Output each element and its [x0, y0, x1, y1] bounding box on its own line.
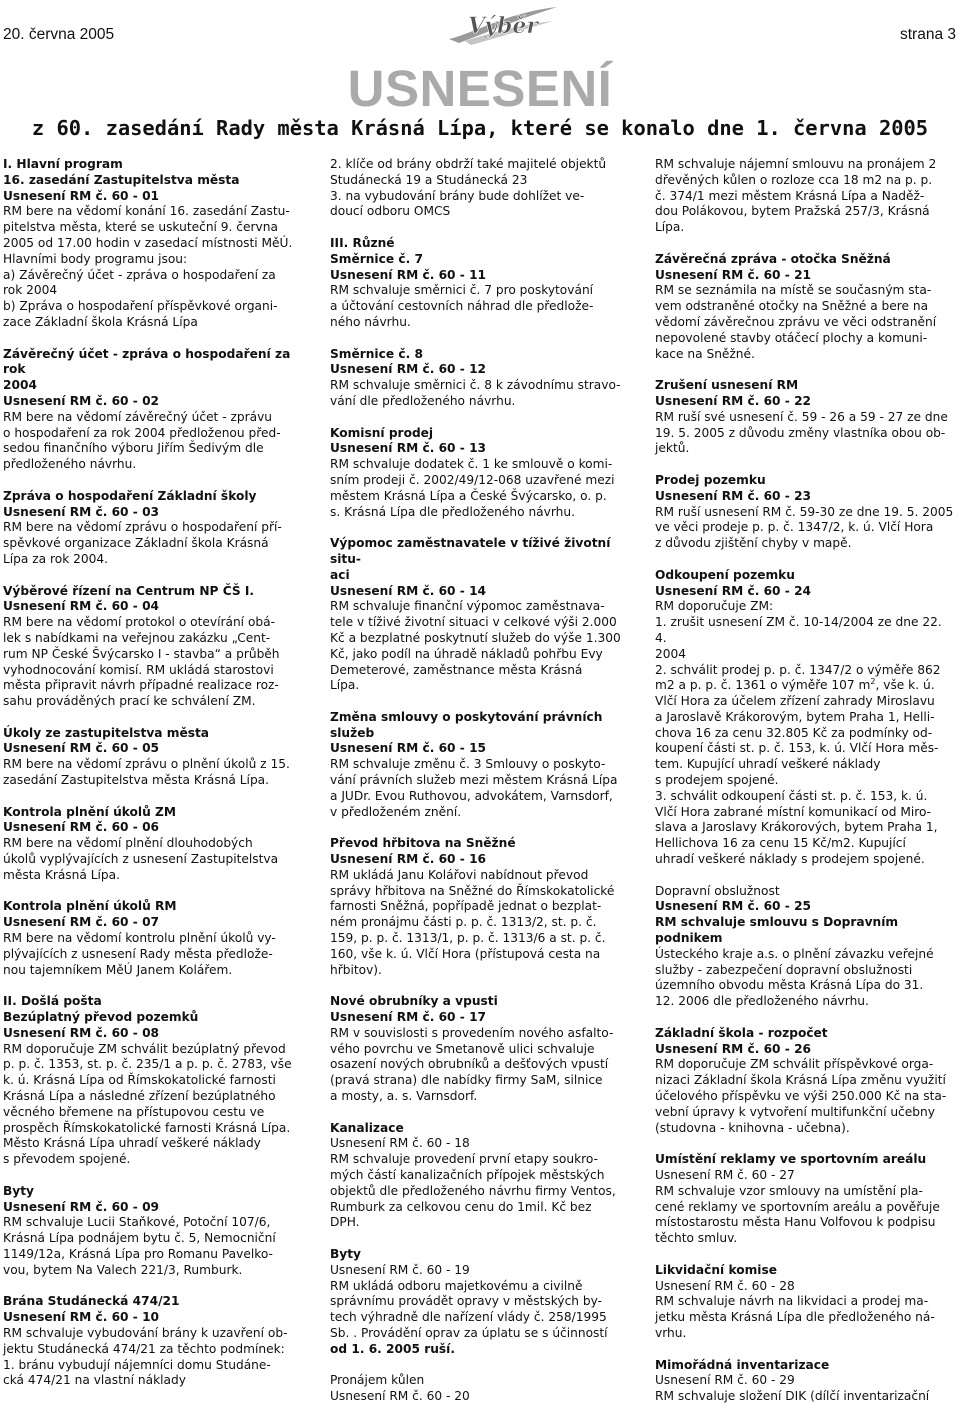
text-line: RM ukládá odboru majetkovému a civilně [330, 1278, 583, 1293]
text-line: m2 a p. p. č. 1361 o výměře 107 $m^2$, vše k. ú. [655, 677, 935, 693]
paragraph-gap [3, 1279, 304, 1295]
section-heading-line: III. Různé [330, 235, 395, 250]
text-line: a JUDr. Evou Ruthovou, advokátem, Varnsdorf, [330, 788, 613, 803]
section-heading-line: II. Došlá pošta [3, 994, 102, 1009]
text-line: RM ukládá Janu Kolářovi nabídnout převod [330, 867, 589, 882]
section-heading-line: Komisní prodej [330, 425, 434, 440]
section-heading-line: Usnesení RM č. 60 - 02 [3, 393, 160, 408]
section-heading-line: Kanalizace [330, 1120, 404, 1135]
text-line: tem. Kupující uhradí veškeré náklady [655, 757, 881, 772]
text-line: jektů. [655, 441, 690, 456]
text-line: plývajících z usnesení Rady města předlože- [3, 946, 273, 961]
text-line: objektů dle předloženého návrhu firmy Ventos, [330, 1183, 616, 1198]
text-line: RM bere na vědomí protokol o otevírání obá- [3, 615, 276, 630]
text-line: 12. 2006 dle předloženého návrhu. [655, 994, 869, 1009]
section-heading-line: Usnesení RM č. 60 - 22 [655, 393, 812, 408]
text-line: nizaci Základní škola Krásná Lípa změnu využití [655, 1073, 946, 1088]
paragraph-gap [3, 710, 304, 726]
text-line: vání právních služeb mezi městem Krásná Lípa [330, 773, 618, 788]
paragraph-gap [655, 868, 956, 884]
text-line: a) Závěrečný účet - zpráva o hospodaření za [3, 267, 276, 282]
section-heading-line: Byty [330, 1246, 362, 1261]
page-number: strana 3 [899, 26, 956, 43]
text-line: jektu Studánecká 474/21 za těchto podmínek: [3, 1341, 285, 1356]
text-line: 3. na vybudování brány bude dohlížet ve- [330, 188, 585, 203]
text-line: Ústeckého kraje a.s. o plnění závazku veřejné [655, 946, 934, 961]
document-subtitle: z 60. zasedání Rady města Krásná Lípa, které se konalo dne 1. června 2005 [31, 116, 929, 140]
section-heading-line: od 1. 6. 2005 ruší. [330, 1341, 455, 1356]
section-heading-line: Usnesení RM č. 60 - 13 [330, 441, 487, 456]
text-line: RM doporučuje ZM schválit příspěvkové orga- [655, 1057, 934, 1072]
section-heading-line: Usnesení RM č. 60 - 23 [655, 488, 812, 503]
text-line: ného návrhu. [330, 314, 411, 329]
text-line: RM bere na vědomí zprávu o hospodaření pří- [3, 520, 282, 535]
text-line: města Krásná Lípa. [3, 867, 120, 882]
section-heading-line: Výpomoc zaměstnavatele v tíživé životní situ- [330, 536, 611, 566]
text-line: RM bere na vědomí závěrečný účet - zprávu [3, 409, 273, 424]
text-line: č. 374/1 mezi městem Krásná Lípa a Naděž- [655, 188, 925, 203]
text-line: cené reklamy ve sportovním areálu a pověřuje [655, 1199, 940, 1214]
section-heading-line: Usnesení RM č. 60 - 15 [330, 741, 487, 756]
text-line: v předloženém znění. [330, 804, 462, 819]
text-line: vyhodnocování komisí. RM ukládá starostovi [3, 662, 274, 677]
text-line: RM schvaluje nájemní smlouvu na pronájem 2 [655, 157, 937, 171]
text-line: RM ruší své usnesení č. 59 - 26 a 59 - 27 ze dne [655, 409, 948, 424]
text-line: ve věci prodeje p. p. č. 1347/2, k. ú. Vlčí Hora [655, 520, 934, 535]
text-line: a mosty, a. s. Varnsdorf. [330, 1089, 478, 1104]
text-line: 1. zrušit usnesení ZM č. 10-14/2004 ze dne 22. 4. [655, 615, 942, 645]
section-heading-line: Kontrola plnění úkolů RM [3, 899, 177, 914]
text-line: sedou finančního výboru Jiřím Šedivým dle [3, 441, 264, 456]
text-line: b) Zpráva o hospodaření příspěvkové organi- [3, 299, 278, 314]
text-line: tele v tíživé životní situaci v celkové výši 2.000 [330, 615, 617, 630]
paragraph-gap [330, 1231, 631, 1247]
text-line: RM schvaluje vzor smlouvy na umístění pla- [655, 1183, 923, 1198]
text-line: s. Krásná Lípa dle předloženého návrhu. [330, 504, 575, 519]
text-line: z důvodu zjištění chyby v mapě. [655, 536, 852, 551]
text-line: úkolů vyplývajících z usnesení Zastupitelstva [3, 852, 279, 867]
issue-date: 20. června 2005 [3, 26, 115, 43]
text-line: 3. schválit odkoupení části st. p. č. 153, k. ú. [655, 788, 928, 803]
text-line: Demeterové, zaměstnance města Krásná [330, 662, 583, 677]
paragraph-gap [655, 552, 956, 568]
section-heading-line: 2004 [3, 378, 37, 393]
section-heading-line: Usnesení RM č. 60 - 11 [330, 267, 487, 282]
section-heading-line: Usnesení RM č. 60 - 14 [330, 583, 487, 598]
paragraph-gap [655, 1247, 956, 1263]
text-line: správnímu provádět opravy v městských by- [330, 1294, 603, 1309]
text-line: RM schvaluje Lucii Staňkové, Potoční 107/6, [3, 1215, 271, 1230]
text-line: RM doporučuje ZM schválit bezúplatný převod [3, 1041, 286, 1056]
section-heading-line: Kontrola plnění úkolů ZM [3, 804, 176, 819]
paragraph-gap [655, 236, 956, 252]
section-heading-line: Usnesení RM č. 60 - 17 [330, 1010, 487, 1025]
text-line: RM schvaluje provedení první etapy soukro- [330, 1152, 598, 1167]
text-line: RM schvaluje směrnici č. 7 pro poskytování [330, 283, 594, 298]
section-heading-line: Usnesení RM č. 60 - 07 [3, 915, 160, 930]
section-heading-line: RM schvaluje smlouvu s Dopravním podnikem [655, 915, 899, 946]
text-line: RM ruší usnesení RM č. 59-30 ze dne 19. 5. 2005 [655, 504, 954, 519]
text-line: vem odstraněné otočky na Sněžné a bere na [655, 299, 929, 314]
text-line: 2005 od 17.00 hodin v zasedací místnosti MěÚ. [3, 235, 293, 250]
text-line: Krásná Lípa a následné zřízení bezúplatného [3, 1089, 276, 1104]
section-heading-line: Usnesení RM č. 60 - 06 [3, 820, 160, 835]
text-line: Usnesení RM č. 60 - 20 [330, 1389, 470, 1404]
text-line: Sb. . Provádění oprav za úplatu se s účinností [330, 1325, 608, 1340]
text-line: RM doporučuje ZM: [655, 599, 774, 614]
paragraph-gap [330, 410, 631, 426]
text-line: doucí odboru OMCS [330, 204, 451, 219]
text-line: RM bere na vědomí zprávu o plnění úkolů z 15. [3, 757, 290, 772]
text-line: věcného břemene na přístupovou cestu ve [3, 1104, 265, 1119]
text-line: RM se seznámila na místě se současným sta- [655, 283, 932, 298]
paragraph-gap [3, 331, 304, 347]
paragraph-gap [655, 457, 956, 473]
newspaper-logo [445, 3, 560, 47]
section-heading-line: Usnesení RM č. 60 - 25 [655, 899, 812, 914]
paragraph-gap [330, 820, 631, 836]
document-title: USNESENÍ [347, 60, 613, 117]
text-line: Kč, jako podíl na úhradě nákladů pohřbu Evy [330, 646, 603, 661]
column-2 [330, 157, 631, 1405]
paragraph-gap [3, 1168, 304, 1184]
text-line: slava a Jaroslavy Krákorových, bytem Praha 1, [655, 820, 938, 835]
text-line: RM schvaluje návrh na likvidaci a prodej ma- [655, 1294, 929, 1309]
text-line: DPH. [330, 1215, 360, 1230]
section-heading-line: Zrušení usnesení RM [655, 378, 799, 393]
section-heading-line: Závěrečný účet - zpráva o hospodaření za rok [3, 346, 291, 377]
text-line: vání dle předloženého návrhu. [330, 393, 516, 408]
text-line: RM schvaluje složení DIK (dílčí inventarizační [655, 1389, 930, 1404]
text-line: chova 16 za cenu 32.805 Kč za podmínky od- [655, 725, 933, 740]
text-line: RM schvaluje vybudování brány k uzavření ob- [3, 1325, 288, 1340]
text-line: RM schvaluje změnu č. 3 Smlouvy o poskyto- [330, 757, 606, 772]
text-line: RM schvaluje finanční výpomoc zaměstnava- [330, 599, 605, 614]
text-line: jetku města Krásná Lípa dle předloženého ná- [655, 1310, 935, 1325]
text-line: vědomí závěrečnou zprávu ve věci odstranění [655, 314, 937, 329]
section-heading-line: Odkoupení pozemku [655, 567, 795, 582]
text-line: RM schvaluje dodatek č. 1 ke smlouvě o komi- [330, 457, 613, 472]
text-line: sahu prováděných prací ke schválení ZM. [3, 694, 256, 709]
paragraph-gap [330, 1105, 631, 1121]
section-heading-line: Usnesení RM č. 60 - 10 [3, 1310, 160, 1325]
text-line: s převodem spojené. [3, 1152, 131, 1167]
text-line: cká 474/21 na vlastní náklady [3, 1373, 186, 1388]
text-line: sním prodeji č. 2002/49/12-068 uzavřené mezi [330, 472, 615, 487]
paragraph-gap [3, 789, 304, 805]
text-line: zasedání Zastupitelstva města Krásná Lípa. [3, 773, 270, 788]
text-line: Usnesení RM č. 60 - 29 [655, 1373, 795, 1388]
text-line: Usnesení RM č. 60 - 28 [655, 1278, 795, 1293]
text-line: uhradí veškeré náklady s prodejem spojené. [655, 852, 925, 867]
section-heading-line: Likvidační komise [655, 1262, 777, 1277]
section-heading-line: Usnesení RM č. 60 - 12 [330, 362, 487, 377]
text-line: 2. klíče od brány obdrží také majitelé objektů [330, 157, 607, 171]
text-line: účelového příspěvku ve výši 250.000 Kč na sta- [655, 1089, 947, 1104]
text-line: pitelstva města, které se uskuteční 9. června [3, 220, 278, 235]
text-line: Usnesení RM č. 60 - 19 [330, 1262, 470, 1277]
section-heading-line: Prodej pozemku [655, 472, 766, 487]
text-line: RM v souvislosti s provedením nového asfalto- [330, 1025, 614, 1040]
text-line: a účtování cestovních náhrad dle předlože- [330, 299, 594, 314]
section-heading-line: Mimořádná inventarizace [655, 1357, 830, 1372]
text-line: Lípa. [655, 220, 685, 235]
text-line: dou Polákovou, bytem Pražská 257/3, Krásná [655, 204, 930, 219]
section-heading-line: Usnesení RM č. 60 - 08 [3, 1025, 160, 1040]
text-line: Kč a bezplatné poskytnutí služeb do výše 1.300 [330, 630, 621, 645]
paragraph-gap [3, 473, 304, 489]
section-heading-line: Změna smlouvy o poskytování právních služeb [330, 709, 603, 740]
text-line: Město Krásná Lípa uhradí veškeré náklady [3, 1136, 261, 1151]
text-line: prospěch Římskokatolické farnosti Krásná Lípa. [3, 1120, 291, 1135]
text-line: ném pronájmu části p. p. č. 1313/2, st. p. č. [330, 915, 597, 930]
paragraph-gap [330, 978, 631, 994]
text-line: nou tajemníkem MěÚ Janem Kolářem. [3, 962, 233, 977]
section-heading-line: Převod hřbitova na Sněžné [330, 836, 516, 851]
text-line: Lípa za rok 2004. [3, 551, 109, 566]
text-line: územního obvodu města Krásná Lípa do 31. [655, 978, 924, 993]
column-3 [655, 157, 956, 1405]
paragraph-gap [3, 884, 304, 900]
text-line: 2. schválit prodej p. p. č. 1347/2 o výměře 862 [655, 662, 941, 677]
section-heading-line: Směrnice č. 8 [330, 346, 423, 361]
section-heading-line: Základní škola - rozpočet [655, 1025, 828, 1040]
text-line: o hospodaření za rok 2004 předloženou před- [3, 425, 281, 440]
section-heading-line: Brána Studánecká 474/21 [3, 1294, 180, 1309]
text-line: těchto smluv. [655, 1231, 738, 1246]
section-heading-line: Závěrečná zpráva - otočka Sněžná [655, 251, 891, 266]
section-heading-line: Usnesení RM č. 60 - 03 [3, 504, 160, 519]
paragraph-gap [3, 978, 304, 994]
text-line: osazení nových obrubníků a dešťových vpustí [330, 1057, 609, 1072]
section-heading-line: Usnesení RM č. 60 - 09 [3, 1199, 160, 1214]
section-heading-line: 16. zasedání Zastupitelstva města [3, 172, 240, 187]
text-line: vební úpravy k vytvoření multifunkční učebny [655, 1104, 935, 1119]
text-line: RM schvaluje směrnici č. 8 k závodnímu stravo- [330, 378, 621, 393]
text-line: vrhu. [655, 1325, 687, 1340]
section-heading-line: Usnesení RM č. 60 - 01 [3, 188, 160, 203]
paragraph-gap [330, 1358, 631, 1374]
text-line: Vlčí Hora zabrané místní komunikací od Miro- [655, 804, 932, 819]
text-line: vou, bytem Na Valech 221/3, Rumburk. [3, 1262, 243, 1277]
text-line: Studánecká 19 a Studánecká 23 [330, 172, 528, 187]
section-heading-line: Usnesení RM č. 60 - 16 [330, 852, 487, 867]
section-heading-line: I. Hlavní program [3, 157, 123, 171]
text-line: služby - zabezpečení dopravní obslužnosti [655, 962, 913, 977]
paragraph-gap [655, 1136, 956, 1152]
text-line: rok 2004 [3, 283, 58, 298]
section-heading-line: aci [330, 567, 350, 582]
text-line: lek s nabídkami na veřejnou zakázku „Cent- [3, 630, 271, 645]
text-line: 1149/12a, Krásná Lípa pro Romanu Pavelko- [3, 1246, 273, 1261]
column-1 [3, 157, 304, 1389]
text-line: 19. 5. 2005 z důvodu změny vlastníka obou ob- [655, 425, 946, 440]
text-line: 2004 [655, 646, 687, 661]
text-line: Usnesení RM č. 60 - 18 [330, 1136, 470, 1151]
section-heading-line: Usnesení RM č. 60 - 04 [3, 599, 160, 614]
text-line: Lípa. [330, 678, 360, 693]
text-line: předloženého návrhu. [3, 457, 137, 472]
paragraph-gap [3, 568, 304, 584]
text-line: Usnesení RM č. 60 - 27 [655, 1168, 795, 1182]
text-line: vého povrchu ve Smetanově ulici schvaluje [330, 1041, 595, 1056]
text-line: městem Krásná Lípa a České Švýcarsko, o. p. [330, 488, 607, 503]
paragraph-gap [330, 220, 631, 236]
text-line: dřevěných kůlen o rozloze cca 18 m2 na p. p. [655, 172, 933, 187]
text-line: koupení části st. p. č. 153, k. ú. Vlčí Hora měs- [655, 741, 939, 756]
text-line: Hlavními body programu jsou: [3, 251, 188, 266]
text-line: Hellichova 16 za cenu 15 Kč/m2. Kupující [655, 836, 906, 851]
text-line: Vlčí Hora za účelem zřízení zahrady Miroslavu [655, 694, 935, 709]
text-line: RM bere na vědomí konání 16. zasedání Zastu- [3, 204, 290, 219]
section-heading-line: Směrnice č. 7 [330, 251, 423, 266]
text-line: hřbitov). [330, 962, 382, 977]
text-line: 159, p. p. č. 1313/1, p. p. č. 1313/6 a st. p. č. [330, 931, 606, 946]
section-heading-line: Výběrové řízení na Centrum NP ČŠ I. [3, 583, 255, 598]
paragraph-gap [655, 362, 956, 378]
text-line: a Jaroslavě Krákorovým, bytem Praha 1, Helli- [655, 709, 935, 724]
text-line: nepovolené stavby otáčecí plochy a komuni- [655, 330, 928, 345]
text-line: města připravit návrh případné realizace roz- [3, 678, 279, 693]
text-line: RM bere na vědomí kontrolu plnění úkolů vy- [3, 931, 276, 946]
text-line: Pronájem kůlen [330, 1373, 425, 1388]
paragraph-gap [330, 520, 631, 536]
text-line: tech výhradně dle nařízení vlády č. 258/1995 [330, 1310, 607, 1325]
section-heading-line: Usnesení RM č. 60 - 26 [655, 1041, 812, 1056]
paragraph-gap [330, 331, 631, 347]
text-line: (studovna - knihovna - učebna). [655, 1120, 850, 1135]
section-heading-line: Nové obrubníky a vpusti [330, 994, 498, 1009]
section-heading-line: Úkoly ze zastupitelstva města [3, 725, 210, 740]
section-heading-line: Umístění reklamy ve sportovním areálu [655, 1152, 927, 1167]
paragraph-gap [655, 1010, 956, 1026]
text-line: kace na Sněžné. [655, 346, 755, 361]
text-line: Rumburk za celkovou cenu do 1mil. Kč bez [330, 1199, 592, 1214]
paragraph-gap [655, 1342, 956, 1358]
text-line: s prodejem spojené. [655, 773, 779, 788]
section-heading-line: Zpráva o hospodaření Základní školy [3, 488, 257, 503]
text-line: Krásná Lípa podnájem bytu č. 5, Nemocniční [3, 1231, 276, 1246]
text-line: RM bere na vědomí plnění dlouhodobých [3, 836, 253, 851]
text-line: p. p. č. 1353, st. p. č. 235/1 a p. p. č. 2783, vše [3, 1057, 292, 1072]
text-line: mých částí kanalizačních přípojek městských [330, 1168, 605, 1182]
text-line: Dopravní obslužnost [655, 883, 780, 898]
text-line: k. ú. Krásná Lípa od Římskokatolické farnosti [3, 1073, 276, 1088]
section-heading-line: Byty [3, 1183, 35, 1198]
logo-text: Výběr [468, 13, 538, 39]
page-header [0, 0, 960, 64]
text-line: místostarostu města Hanu Volfovou k podpisu [655, 1215, 936, 1230]
section-heading-line: Usnesení RM č. 60 - 21 [655, 267, 812, 282]
text-line: (pravá strana) dle nabídky firmy SaM, silnice [330, 1073, 603, 1088]
text-line: 1. bránu vybudují nájemníci domu Studáne- [3, 1357, 271, 1372]
section-heading-line: Usnesení RM č. 60 - 24 [655, 583, 812, 598]
text-line: spěvkové organizace Základní škola Krásná [3, 536, 269, 551]
text-line: 160, vše k. ú. Vlčí Hora (přístupová cesta na [330, 946, 601, 961]
text-line: farnosti Sněžná, popřípadě jednat o bezplat- [330, 899, 602, 914]
text-line: zace Základní škola Krásná Lípa [3, 314, 198, 329]
paragraph-gap [330, 694, 631, 710]
text-line: správy hřbitova na Sněžné do Římskokatolické [330, 883, 615, 898]
text-line: rum NP České Švýcarsko I - stavba“ a průběh [3, 646, 280, 661]
section-heading-line: Bezúplatný převod pozemků [3, 1010, 199, 1025]
section-heading-line: Usnesení RM č. 60 - 05 [3, 741, 160, 756]
